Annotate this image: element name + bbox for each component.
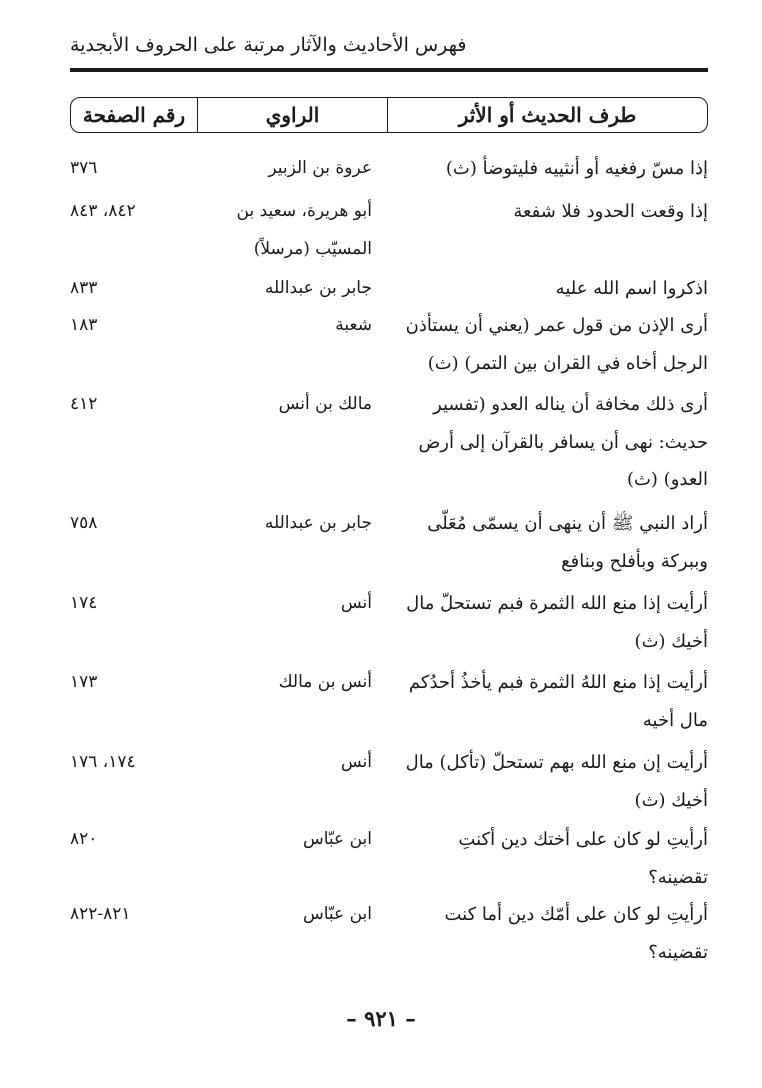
column-header-narrator: الراوي: [197, 98, 387, 132]
hadith-text: أرأيتِ لو كان على أمّك دين أما كنت تقضينه؟: [444, 904, 708, 963]
column-header-page: رقم الصفحة: [82, 103, 186, 127]
narrator: أنس بن مالك: [278, 672, 372, 692]
page-header: [70, 28, 708, 72]
page-ref: ٨٢٠: [70, 829, 98, 849]
narrator: مالك بن أنس: [278, 394, 372, 414]
narrator: جابر بن عبدالله: [264, 278, 372, 298]
index-table-header: [70, 97, 708, 133]
page-ref: ١٨٣: [70, 315, 98, 335]
narrator: أبو هريرة، سعيد بن المسيّب (مرسلاً): [236, 201, 372, 259]
hadith-text: إذا مسّ رفغيه أو أنثييه فليتوضأ (ث): [445, 158, 708, 179]
hadith-text: أرأيت إذا منع اللهُ الثمرة فبم يأخذُ أحدُكم مال أخيه: [408, 672, 708, 731]
hadith-text: أرى ذلك مخافة أن يناله العدو (تفسير حديث: نهى أن يسافر بالقرآن إلى أرض العدو) (ث): [418, 394, 708, 490]
column-header-hadith: طرف الحديث أو الأثر: [387, 98, 707, 132]
page-ref: ٨٣٣: [70, 278, 98, 298]
narrator: ابن عبّاس: [302, 904, 372, 924]
hadith-text: أراد النبي ﷺ أن ينهى أن يسمّى مُعَلّى وببركة وبأفلح وبنافع: [427, 513, 708, 572]
running-title: فهرس الأحاديث والآثار مرتبة على الحروف الأبجدية: [70, 34, 467, 56]
hadith-text: أرأيت إذا منع الله الثمرة فبم تستحلّ مال أخيك (ث): [406, 593, 708, 652]
page-ref: ٨٤٢، ٨٤٣: [70, 201, 136, 221]
hadith-text: إذا وقعت الحدود فلا شفعة: [513, 201, 708, 222]
narrator: ابن عبّاس: [302, 829, 372, 849]
hadith-text: أرى الإذن من قول عمر (يعني أن يستأذن الرجل أخاه في القران بين التمر) (ث): [405, 315, 708, 374]
narrator: عروة بن الزبير: [268, 158, 372, 178]
hadith-text: أرأيت إن منع الله بهم تستحلّ (تأكل) مال أخيك (ث): [405, 752, 708, 811]
narrator: أنس: [340, 593, 372, 613]
page-ref: ٤١٢: [70, 394, 98, 414]
page-ref: ٨٢١-٨٢٢: [70, 904, 131, 924]
hadith-text: أرأيتِ لو كان على أختك دين أكنتِ تقضينه؟: [458, 829, 708, 888]
hadith-text: اذكروا اسم الله عليه: [555, 278, 708, 299]
page-ref: ١٧٤، ١٧٦: [70, 752, 136, 772]
page-ref: ١٧٣: [70, 672, 98, 692]
narrator: جابر بن عبدالله: [264, 513, 372, 533]
narrator: أنس: [340, 752, 372, 772]
page-number: – ٩٢١ –: [346, 1006, 416, 1031]
page-ref: ٧٥٨: [70, 513, 98, 533]
page-ref: ٣٧٦: [70, 158, 98, 178]
narrator: شعبة: [335, 315, 372, 335]
page-ref: ١٧٤: [70, 593, 98, 613]
